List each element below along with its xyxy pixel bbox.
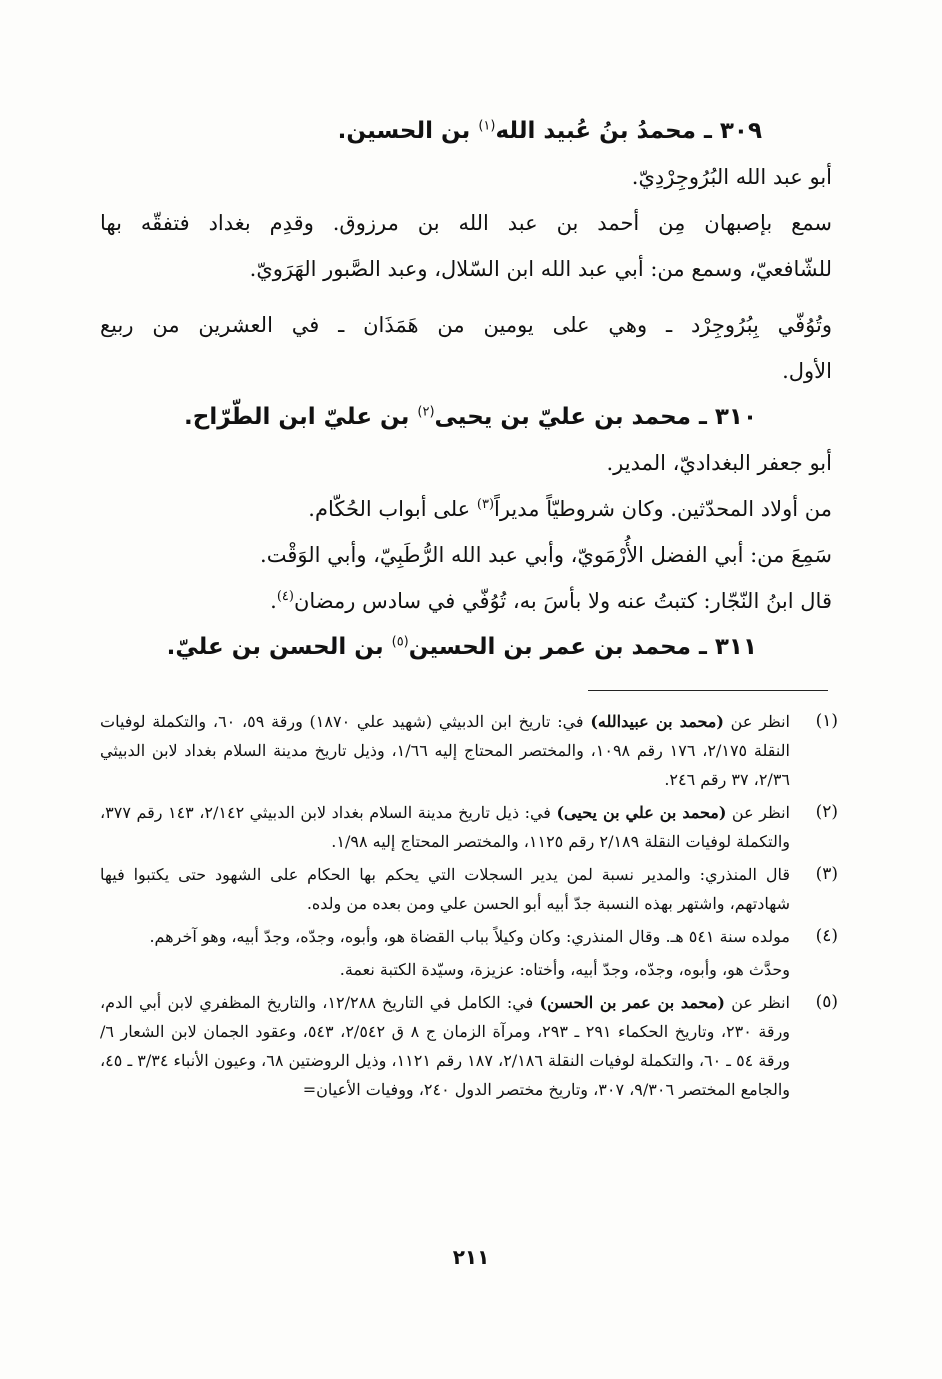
entry-heading-text: بن عليّ ابن الطّرّاح.: [184, 404, 418, 430]
footnote-text: انظر عن (محمد بن عبيدالله) في: تاريخ ابن الدبيثي (شهيد علي ١٨٧٠) ورقة ٥٩، ٦٠، والتكملة لوفيات النقلة ٢/١٧٥، ١٧٦ رقم ١٠٩٨، والمختصر المحتاج إليه ١/٦٦، وذيل تاريخ مدينة السلام بغداد لابن الدبيثي ٢/٣٦، ٣٧ رقم ٢٤٦.: [100, 712, 791, 789]
footnote-continuation: وحدَّث هو، وأبوه، وجدّه، وجدّ أبيه، وأختاه: عزيزة، وسيّدة الكتبة نعمة.: [339, 960, 790, 979]
footnote-text: انظر عن (محمد بن علي بن يحيى) في: ذيل تاريخ مدينة السلام بغداد لابن الدبيثي ٢/١٤٢، ١٤٣ رقم ٣٧٧، والتكملة لوفيات النقلة ٢/١٨٩ رقم ١١٢٥، والمختصر المحتاج إليه ١/٩٨.: [100, 803, 790, 851]
footnote-number: (١): [815, 711, 838, 731]
entry-line: الأول.: [782, 359, 832, 383]
footnote: [100, 798, 838, 856]
entry-heading: [100, 108, 832, 154]
footnote: [100, 922, 838, 951]
footnote-ref[interactable]: (٥): [391, 634, 409, 650]
entry-line: سمع بإصبهان مِن أحمد بن عبد الله بن مرزوق. وقدِم بغداد فتفقّه بها: [100, 211, 832, 235]
footnote-ref[interactable]: (٤): [276, 589, 294, 604]
entry-line: من أولاد المحدّثين. وكان شروطيّاً مديراً$^{(٣)}$ على أبواب الحُكّام.: [308, 497, 832, 521]
footnotes: [100, 707, 838, 1108]
entry-line: سَمِعَ من: أبي الفضل الأُرْمَويّ، وأبي عبد الله الرُّطَبِيّ، وأبي الوَقْت.: [260, 543, 832, 567]
footnote-text: مولده سنة ٥٤١ هـ. وقال المنذري: وكان وكيلاً بباب القضاة هو، وأبوه، وجدّه، وجدّ أبيه، وهو آخرهم.: [149, 927, 790, 946]
footnote: [100, 988, 838, 1104]
footnote-number: (٤): [815, 926, 838, 946]
page-number: ٢١١: [452, 1245, 490, 1269]
entry-heading-text: ٣٠٩ ـ محمدُ بنُ عُبيد الله: [495, 118, 762, 144]
entry-heading-text: ٣١٠ ـ محمد بن عليّ بن يحيى: [434, 404, 757, 430]
entry-line: أبو عبد الله البُرُوجِرْدِيّ.: [631, 165, 832, 189]
footnote-number: (٣): [815, 864, 838, 884]
entry-line: قال ابنُ النّجّار: كتبتُ عنه ولا بأسَ به، تُوُفّي في سادس رمضان$^{(٤)}$.: [270, 589, 832, 613]
entry-heading: [100, 624, 832, 670]
footnote-ref[interactable]: (٣): [476, 497, 495, 512]
entry-heading: [100, 394, 832, 440]
main-text: [100, 108, 832, 670]
footnote: [100, 860, 838, 918]
footnote-text: انظر عن (محمد بن عمر بن الحسن) في: الكامل في التاريخ ١٢/٢٨٨، والتاريخ المظفري لابن أبي الدم، ورقة ٢٣٠، وتاريخ الحكماء ٢٩١ ـ ٢٩٣، ومرآة الزمان ج ٨ ق ٢/٥٤٢، ٥٤٣، وعقود الجمان لابن الشعار ٦/ورقة ٥٤ ـ ٦٠، والتكملة لوفيات النقلة ٢/١٨٦، ١٨٧ رقم ١١٢١، وذيل الروضتين ٦٨، وعيون الأنباء ٣/٣٤ ـ ٤٥، والجامع المختصر ٩/٣٠٦، ٣٠٧، وتاريخ مختصر الدول ٢٤٠، ووفيات الأعيان=: [100, 993, 791, 1099]
footnote-separator: [588, 690, 828, 691]
footnote-number: (٥): [815, 992, 838, 1012]
entry-line: للشّافعيّ، وسمع من: أبي عبد الله ابن السّلال، وعبد الصَّبور الهَرَويّ.: [249, 257, 832, 281]
footnote-number: (٢): [815, 802, 838, 822]
entry-heading-text: بن الحسن بن عليّ.: [166, 634, 392, 660]
entry-line: أبو جعفر البغداديّ، المدير.: [606, 451, 832, 475]
footnote: [100, 707, 838, 794]
footnote-ref[interactable]: (١): [478, 118, 496, 134]
footnote-ref[interactable]: (٢): [417, 404, 435, 420]
footnote-text: قال المنذري: والمدير نسبة لمن يدير السجلات التي يحكم بها الحكام على الشهود حتى يكتبوا فيها شهادتهم، واشتهر بهذه النسبة جدّ أبيه أبو الحسن علي ومن بعده من ولده.: [100, 865, 790, 913]
entry-heading-text: بن الحسين.: [337, 118, 479, 144]
entry-heading-text: ٣١١ ـ محمد بن عمر بن الحسين: [408, 634, 757, 660]
entry-line: وتُوُفّي بِبُرُوجِرْد ـ وهي على يومين من هَمَذَان ـ في العشرين من ربيع: [100, 313, 832, 337]
